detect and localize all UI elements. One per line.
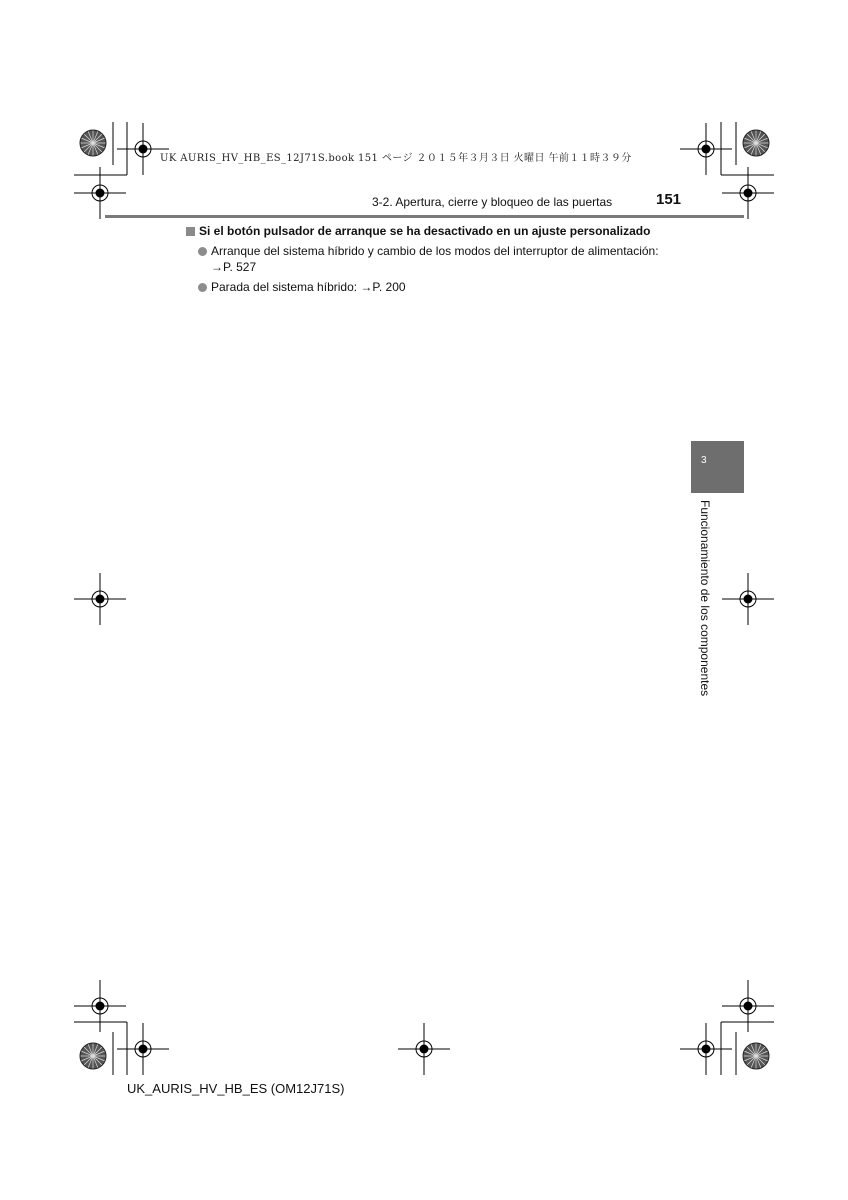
chapter-tab: [691, 441, 744, 493]
circle-bullet-icon: [198, 283, 207, 292]
print-job-header: UK AURIS_HV_HB_ES_12J71S.book 151 ページ ２０１５年３月３日 火曜日 午前１１時３９分: [160, 153, 632, 164]
circle-bullet-icon: [198, 247, 207, 256]
list-item: [198, 243, 659, 275]
subsection-heading-text: Si el botón pulsador de arranque se ha desactivado en un ajuste personalizado: [199, 224, 651, 238]
list-item-text: Parada del sistema híbrido: →P. 200: [211, 280, 406, 294]
page-number: 151: [656, 191, 682, 208]
list-item-text: Arranque del sistema híbrido y cambio de los modos del interruptor de alimentación:: [211, 244, 659, 258]
square-bullet-icon: [186, 227, 195, 236]
chapter-number: 3: [701, 455, 707, 466]
page-reference: →P. 527: [211, 260, 257, 274]
section-title: 3-2. Apertura, cierre y bloqueo de las puertas: [372, 195, 613, 209]
list-item: [198, 279, 406, 295]
chapter-label: Funcionamiento de los componentes: [698, 500, 712, 697]
header-rule: [105, 215, 744, 218]
subsection-heading: [186, 224, 650, 238]
document-footer: UK_AURIS_HV_HB_ES (OM12J71S): [127, 1081, 345, 1096]
